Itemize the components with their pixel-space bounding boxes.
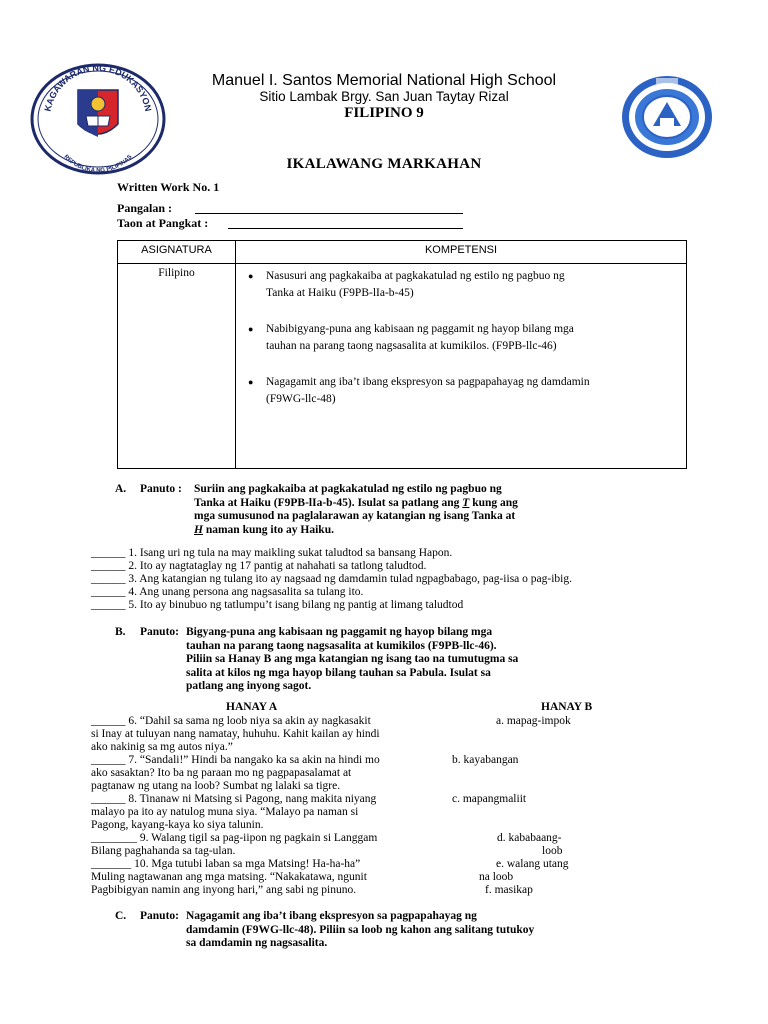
part-a-item: ______ 3. Ang katangian ng tulang ito ay nagsaad ng damdamin tulad ngpagbabago, pag-iisa o pag-ibig. [91,573,572,585]
hanay-b-choice: a. mapag-impok [496,715,571,727]
hanay-b-choice: loob [542,845,563,857]
hanay-b-heading: HANAY B [541,701,593,713]
hanay-a-line: Pagbibigyan namin ang inyong hari,” ang sabi ng pinuno. [91,884,357,896]
part-c-panuto-label: Panuto: [140,910,179,922]
hanay-a-line: ako sasaktan? Ito ba ng paraan mo ng pagpapasalamat at [91,767,352,779]
part-b-panuto-label: Panuto: [140,626,179,638]
t-letter: T [462,496,470,509]
seal-bottom-text: REPUBLIKA NG PILIPINAS [62,154,134,175]
quarter-title: IKALAWANG MARKAHAN [286,156,482,172]
hanay-b-choice: f. masikap [485,884,533,896]
part-a-instruction: Suriin ang pagkakaiba at pagkakatulad ng estilo ng pagbuo ng Tanka at Haiku (F9PB-lIa-b-45). Isulat sa patlang ang T kung ang mga sumusunod na paglalarawan ay katangian ng isang Tanka at H naman kung ito ay Haiku. [194,483,518,536]
hanay-b-choice: b. kayabangan [452,754,519,766]
competency-item: ● Nabibigyang-puna ang kabisaan ng paggamit ng hayop bilang mga tauhan na parang taong nagsasalita at kumikilos. (F9PB-llc-46) [238,321,686,355]
name-label: Pangalan : [117,201,173,215]
written-work-label: Written Work No. 1 [117,180,220,194]
table-subject-cell: Filipino [118,264,236,469]
part-b-letter: B. [115,626,126,638]
hanay-a-line: ______ 8. Tinanaw ni Matsing si Pagong, nang makita niyang [91,793,377,805]
hanay-a-line: malayo pa ito ay natulog muna siya. “Malayo pa naman si [91,806,359,818]
part-a-item: ______ 4. Ang unang persona ang nagsasalita sa tulang ito. [91,586,364,598]
hanay-a-line: _______ 10. Mga tutubi laban sa mga Matsing! Ha-ha-ha” [91,858,361,870]
h-letter: H [194,523,203,536]
hanay-a-line: pagtanaw ng utang na loob? Sumbat ng lalaki sa tigre. [91,780,341,792]
part-a-letter: A. [115,483,127,495]
hanay-a-line: si Inay at tuluyan nang namatay, huhuhu. Kahit kailan ay hindi [91,728,380,740]
subject-title: FILIPINO 9 [344,105,424,121]
hanay-a-line: ______ 6. “Dahil sa sama ng loob niya sa akin ay nagkasakit [91,715,371,727]
table-header-asignatura: ASIGNATURA [118,241,236,264]
seal-top-text: KAGAWARAN NG EDUKASYON [42,62,154,113]
part-a-item: ______ 2. Ito ay nagtataglay ng 17 pantig at nahahati sa tatlong taludtod. [91,560,427,572]
hanay-a-line: ______ 7. “Sandali!” Hindi ba nangako ka sa akin na hindi mo [91,754,380,766]
hanay-b-choice: d. kababaang- [497,832,562,844]
part-a-item: ______ 1. Isang uri ng tula na may maikling sukat taludtod sa bansang Hapon. [91,547,453,559]
school-seal-logo [620,74,714,160]
hanay-a-line: ________ 9. Walang tigil sa pag-iipon ng pagkain si Langgam [91,832,378,844]
part-a-item: ______ 5. Ito ay binubuo ng tatlumpu’t isang bilang ng pantig at limang taludtod [91,599,464,611]
hanay-a-heading: HANAY A [226,701,278,713]
competency-table [117,240,687,469]
hanay-a-line: Pagong, kayang-kaya ko siya talunin. [91,819,264,831]
hanay-b-choice: c. mapangmaliit [452,793,527,805]
hanay-a-line: ako nakinig sa mg autos niya.” [91,741,233,753]
section-blank[interactable] [228,228,463,229]
name-blank[interactable] [195,213,463,214]
part-a-panuto-label: Panuto : [140,483,182,495]
hanay-b-choice: e. walang utang [496,858,569,870]
table-header-kompetensi: KOMPETENSI [236,241,687,264]
part-c-instruction: Nagagamit ang iba’t ibang ekspresyon sa pagpapahayag ng damdamin (F9WG-llc-48). Piliin sa loob ng kahon ang salitang tutukoy sa damdamin ng nagsasalita. [186,910,535,949]
hanay-a-line: Bilang paghahanda sa tag-ulan. [91,845,236,857]
school-address: Sitio Lambak Brgy. San Juan Taytay Rizal [259,89,509,104]
part-b-instruction: Bigyang-puna ang kabisaan ng paggamit ng hayop bilang mga tauhan na parang taong nagsasalita at kumikilos (F9PB-llc-46). Piliin sa Hanay B ang mga katangian ng isang tao na tumutugma sa salita at kilos ng mga hayop bilang tauhan sa Pabula. Isulat sa patlang ang inyong sagot. [186,626,519,692]
competency-item: ● Nasusuri ang pagkakaiba at pagkakatulad ng estilo ng pagbuo ng Tanka at Haiku (F9PB-lIa-b-45) [238,268,686,302]
hanay-b-choice: na loob [479,871,514,883]
school-name: Manuel I. Santos Memorial National High School [211,72,557,89]
table-competency-cell [236,264,687,469]
part-c-letter: C. [115,910,127,922]
section-label: Taon at Pangkat : [117,216,209,230]
competency-item: ● Nagagamit ang iba’t ibang ekspresyon sa pagpapahayag ng damdamin (F9WG-llc-48) [238,374,686,408]
hanay-a-line: Muling nagtawanan ang mga matsing. “Nakakatawa, ngunit [91,871,367,883]
